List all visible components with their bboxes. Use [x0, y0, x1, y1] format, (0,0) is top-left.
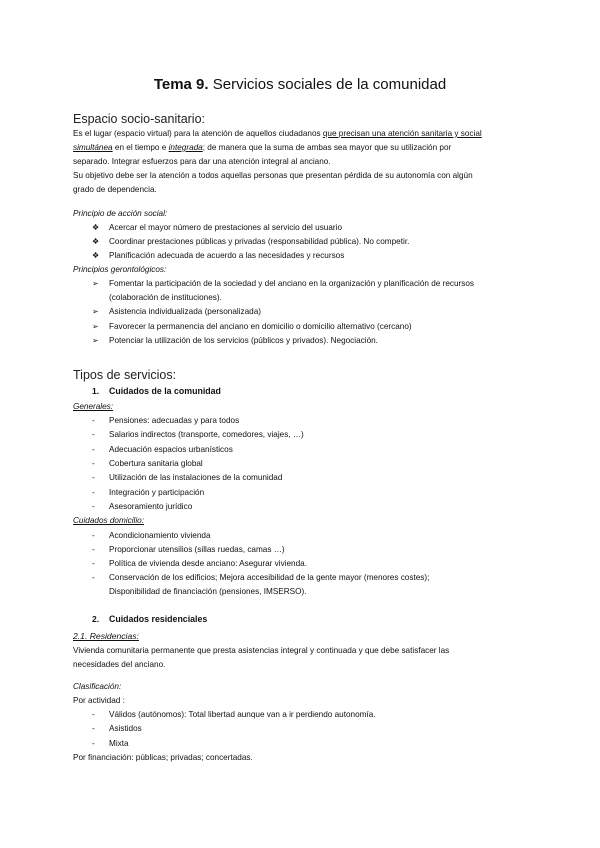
- paragraph-objetivo-line1: Su objetivo debe ser la atención a todos aquellas personas que presentan pérdida de su autonomía con algún: [73, 171, 473, 180]
- list-item-text: Pensiones: adecuadas y para todos: [109, 416, 240, 425]
- list-item-text: Disponibilidad de financiación (pensiones, IMSERSO).: [109, 587, 307, 596]
- underlined-text: integrada: [168, 143, 203, 152]
- list-item-text: Asistidos: [109, 724, 142, 733]
- list-item-text: Cobertura sanitaria global: [109, 459, 203, 468]
- list-item-text: Proporcionar utensilios (sillas ruedas, camas …): [109, 545, 285, 554]
- list-item-text: Política de vivienda desde anciano: Asegurar vivienda.: [109, 559, 307, 568]
- list-item: [0, 249, 600, 263]
- paragraph-objetivo-line2: grado de dependencia.: [73, 185, 157, 194]
- page-title: [0, 76, 600, 93]
- list-item-text: Integración y participación: [109, 488, 205, 497]
- list-item: [0, 529, 600, 543]
- dash-bullet-icon: -: [92, 416, 95, 425]
- heading-espacio: Espacio socio-sanitario:: [73, 112, 206, 126]
- list-item: [0, 277, 600, 291]
- list-item: [0, 543, 600, 557]
- list-item: [0, 500, 600, 514]
- label-clasificacion: Clasificación:: [73, 682, 122, 691]
- dash-bullet-icon: -: [92, 488, 95, 497]
- list-item-text: Fomentar la participación de la sociedad y del anciano en la organización y planificación de recursos: [109, 279, 475, 288]
- list-item: [0, 737, 600, 751]
- list-item-text: Acercar el mayor número de prestaciones al servicio del usuario: [109, 223, 342, 232]
- list-item-text: Favorecer la permanencia del anciano en domicilio o domicilio alternativo (cercano): [109, 322, 412, 331]
- underlined-text: que precisan una atención sanitaria y social: [322, 129, 482, 138]
- diamond-bullet-icon: ❖: [92, 251, 100, 260]
- paragraph-residencias-line2: necesidades del anciano.: [73, 660, 166, 669]
- paragraph-residencias-line1: Vivienda comunitaria permanente que presta asistencias integral y continuada y que debe satisfacer las: [73, 646, 450, 655]
- dash-bullet-icon: -: [92, 502, 95, 511]
- arrow-bullet-icon: ➢: [92, 279, 99, 288]
- list-item: [0, 708, 600, 722]
- list-item-text: Acondicionamiento vivienda: [109, 531, 211, 540]
- list-item-text: Planificación adecuada de acuerdo a las necesidades y recursos: [109, 251, 345, 260]
- list-item-text: Mixta: [109, 739, 129, 748]
- list-item: [0, 557, 600, 571]
- label-generales: Generales:: [73, 402, 114, 411]
- label-residencias: 2.1. Residencias:: [73, 631, 139, 641]
- dash-bullet-icon: -: [92, 545, 95, 554]
- dash-bullet-icon: -: [92, 739, 95, 748]
- section-title-cuidados-residenciales: Cuidados residenciales: [109, 614, 208, 624]
- list-item-text: (colaboración de instituciones).: [109, 293, 222, 302]
- list-item: [0, 334, 600, 348]
- label-principios-gerontologicos: Principios gerontológicos:: [73, 265, 167, 274]
- dash-bullet-icon: -: [92, 559, 95, 568]
- dash-bullet-icon: -: [92, 710, 95, 719]
- list-item-text: Adecuación espacios urbanísticos: [109, 445, 233, 454]
- title-text: Servicios sociales de la comunidad: [208, 76, 447, 93]
- text-fragment: ; de manera que la suma de ambas sea mayor que su utilización por: [202, 143, 452, 152]
- list-item: [0, 443, 600, 457]
- dash-bullet-icon: -: [92, 473, 95, 482]
- arrow-bullet-icon: ➢: [92, 322, 99, 331]
- list-item-text: Válidos (autónomos): Total libertad aunque van a ir perdiendo autonomía.: [109, 710, 376, 719]
- list-item: [0, 571, 600, 585]
- list-item-text: Conservación de los edificios; Mejora accesibilidad de la gente mayor (menores costes);: [109, 573, 430, 582]
- diamond-bullet-icon: ❖: [92, 223, 100, 232]
- paragraph-espacio-line2: [73, 141, 533, 155]
- list-item: [0, 471, 600, 485]
- dash-bullet-icon: -: [92, 573, 95, 582]
- list-item-text: Salarios indirectos (transporte, comedores, viajes, …): [109, 430, 304, 439]
- arrow-bullet-icon: ➢: [92, 336, 99, 345]
- list-item: [0, 235, 600, 249]
- dash-bullet-icon: -: [92, 430, 95, 439]
- label-por-actividad: Por actividad :: [73, 696, 125, 705]
- dash-bullet-icon: -: [92, 445, 95, 454]
- list-item: [0, 486, 600, 500]
- list-item: [0, 722, 600, 736]
- list-item: [0, 428, 600, 442]
- dash-bullet-icon: -: [92, 724, 95, 733]
- label-cuidados-domicilio: Cuidados domicilio:: [73, 516, 144, 525]
- text-fragment: Es el lugar (espacio virtual) para la atención de aquellos ciudadanos: [73, 129, 323, 138]
- paragraph-espacio-line1: [73, 127, 533, 141]
- diamond-bullet-icon: ❖: [92, 237, 100, 246]
- title-number: Tema 9.: [153, 76, 209, 93]
- dash-bullet-icon: -: [92, 531, 95, 540]
- section-number: 1.: [92, 386, 100, 396]
- list-item-text: Coordinar prestaciones públicas y privadas (responsabilidad pública). No competir.: [109, 237, 410, 246]
- list-item-text: Potenciar la utilización de los servicios (públicos y privados). Negociación.: [109, 336, 378, 345]
- text-fragment: en el tiempo e: [112, 143, 169, 152]
- list-item: [0, 320, 600, 334]
- list-item-continuation: [0, 291, 600, 305]
- list-item: [0, 305, 600, 319]
- paragraph-espacio-line3: separado. Integrar esfuerzos para dar una atención integral al anciano.: [73, 157, 331, 166]
- label-principio-social: Principio de acción social:: [73, 209, 168, 218]
- list-item: [0, 414, 600, 428]
- label-por-financiacion: Por financiación: públicas; privadas; concertadas.: [73, 753, 253, 762]
- list-item-text: Asesoramiento jurídico: [109, 502, 193, 511]
- underlined-text: simultánea: [73, 143, 113, 152]
- section-title-cuidados-comunidad: Cuidados de la comunidad: [109, 386, 221, 396]
- list-item-text: Asistencia individualizada (personalizada): [109, 307, 262, 316]
- list-item: [0, 221, 600, 235]
- list-item-continuation: [0, 585, 600, 599]
- list-item: [0, 457, 600, 471]
- list-item-text: Utilización de las instalaciones de la comunidad: [109, 473, 283, 482]
- section-number: 2.: [92, 614, 100, 624]
- dash-bullet-icon: -: [92, 459, 95, 468]
- heading-tipos: Tipos de servicios:: [73, 368, 177, 382]
- arrow-bullet-icon: ➢: [92, 307, 99, 316]
